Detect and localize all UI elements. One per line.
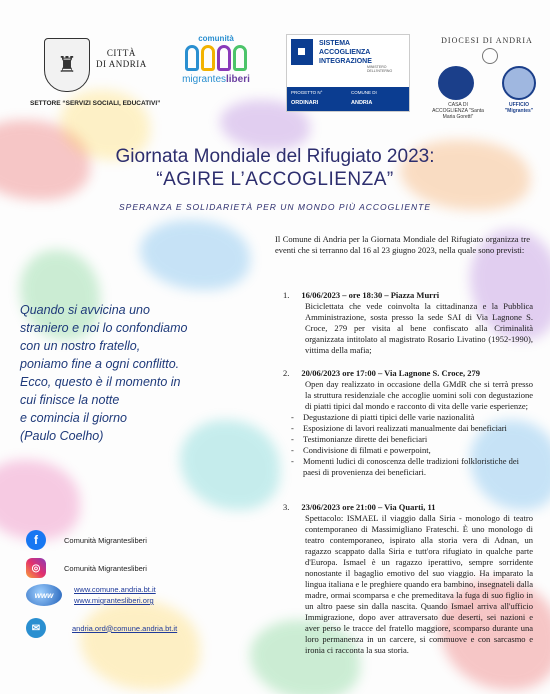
citta-di-andria-logo bbox=[44, 38, 164, 94]
people-icon bbox=[172, 45, 260, 71]
page-subtitle: SPERANZA E SOLIDARIETÀ PER UN MONDO PIÙ ACCOGLIENTE bbox=[118, 202, 432, 212]
diocesi-title: DIOCESI DI ANDRIA bbox=[441, 36, 533, 45]
website-link-comune[interactable]: www.comune.andria.bt.it bbox=[74, 585, 156, 594]
coelho-quote: Quando si avvicina uno straniero e noi lo confondiamo con un nostro fratello, poniamo fine a ogni conflitto. Ecco, questo è il momento in cui finisce la notte e comincia il giorno (Paulo Coelho) bbox=[20, 303, 188, 443]
ufficio-migrantes-label: UFFICIO "Migrantes" bbox=[504, 102, 534, 114]
intro-paragraph: Il Comune di Andria per la Giornata Mondiale del Rifugiato organizza tre eventi che si terranno dal 16 al 23 giugno 2023, nella quale sono previsti: bbox=[275, 234, 530, 255]
sai-progetto-label: PROGETTO N° bbox=[291, 90, 323, 95]
list-item: - Degustazione di piatti tipici delle varie nazionalità bbox=[291, 412, 533, 423]
email-link[interactable]: andria.ord@comune.andria.bt.it bbox=[72, 623, 178, 633]
citta-label: CITTÀ bbox=[106, 48, 136, 58]
andria-label: DI ANDRIA bbox=[96, 59, 147, 69]
facebook-icon[interactable]: f bbox=[26, 530, 46, 550]
list-item: - Momenti ludici di conoscenza delle tradizioni folkloristiche dei paesi di provenienza dei beneficiari. bbox=[291, 456, 533, 478]
website-link-migrantesliberi[interactable]: www.migrantesliberi.org bbox=[74, 596, 154, 605]
casa-accoglienza-icon bbox=[438, 66, 474, 100]
sai-logo bbox=[286, 34, 410, 112]
event-3 bbox=[283, 502, 533, 656]
page-title-slogan: “AGIRE L’ACCOGLIENZA” bbox=[156, 169, 394, 190]
casa-accoglienza-label: CASA DI ACCOGLIENZA "Santa Maria Goretti" bbox=[432, 102, 484, 120]
sai-comune-value: ANDRIA bbox=[351, 100, 373, 106]
event-description: Spettacolo: ISMAEL il viaggio dalla Siria - monologo di teatro contemporaneo di Massimigliano Frateschi. È uno monologo di teatro contemporaneo, ispirato alla storia vera di Adnan, un ragazzo scappato dalla Siria e tutt'ora rifugiato in qualche parte d'Europa. Ismael è un ragazzo iperattivo, sempre sorridente nonostante il bagaglio emotivo del suo viaggio. Ha imparato la lingua italiana e le preghiere quando era bambino, insegnateli dalla madre, ormai scomparsa e che premeditava la fuga di suo figlio in un altro paese sin dalla nascita. Quando Ismael arriva all'ufficio Immigrazione, dopo aver attraversato due deserti, sei nazioni e aver perso le tracce del fratello maggiore, scomparso durante una loro permanenza in un carcere, si commuove e con sarcasmo e ironia ci racconta la sua storia. bbox=[305, 513, 533, 655]
event-heading: 20/06/2023 ore 17:00 – Via Lagnone S. Croce, 279 bbox=[301, 368, 481, 378]
event-heading: 16/06/2023 – ore 18:30 – Piazza Murri bbox=[301, 290, 440, 300]
sai-mark-icon bbox=[291, 39, 313, 65]
event-1 bbox=[283, 290, 533, 356]
comunita-name-b: liberi bbox=[226, 74, 250, 85]
list-item: - Testimonianze dirette dei beneficiari bbox=[291, 434, 533, 445]
event-heading: 23/06/2023 ore 21:00 – Via Quarti, 11 bbox=[301, 502, 436, 512]
web-contact bbox=[26, 584, 156, 606]
list-item: - Condivisione di filmati e powerpoint, bbox=[291, 445, 533, 456]
settore-label: SETTORE “SERVIZI SOCIALI, EDUCATIVI” bbox=[30, 100, 161, 107]
comunita-top-text: comunità bbox=[198, 34, 234, 43]
facebook-label: Comunità Migrantesliberi bbox=[64, 535, 147, 545]
city-crest-icon: ♜ bbox=[44, 38, 90, 92]
sai-line-2: ACCOGLIENZA bbox=[319, 49, 371, 56]
event-2 bbox=[283, 368, 533, 478]
list-item: - Esposizione di lavori realizzati manualmente dai beneficiari bbox=[291, 423, 533, 434]
event-description: Open day realizzato in occasione della GMdR che si terrà presso la struttura residenziale che accoglie uomini soli con degustazione di piatti tipici dal mondo e racconto di vita delle varie esperienze; bbox=[305, 379, 533, 411]
comunita-name-a: migrantes bbox=[182, 74, 226, 85]
sai-bar bbox=[287, 87, 409, 111]
event-number: 3. bbox=[283, 502, 290, 512]
instagram-label: Comunità Migrantesliberi bbox=[64, 563, 147, 573]
sai-line-3: INTEGRAZIONE bbox=[319, 58, 372, 65]
diocesi-crest-icon bbox=[482, 48, 498, 64]
sai-ministero: MINISTERO DELL'INTERNO bbox=[367, 65, 393, 73]
event-number: 1. bbox=[283, 290, 290, 300]
event-description: Biciclettata che vede coinvolta la cittadinanza e la Pubblica Amministrazione, sosta presso la sede SAI di Via Lagnone S. Croce, 279 per visita al bene confiscato alla Criminalità organizzata intitolato al magistrato Rosario Livatino (1952-1990), vittima della mafia; bbox=[305, 301, 533, 355]
www-icon: www bbox=[26, 584, 62, 606]
event-number: 2. bbox=[283, 368, 290, 378]
email-contact[interactable] bbox=[26, 618, 177, 638]
facebook-contact[interactable] bbox=[26, 530, 147, 550]
ufficio-migrantes-icon bbox=[502, 66, 536, 100]
sai-progetto-value: ORDINARI bbox=[291, 100, 319, 106]
instagram-icon[interactable]: ◎ bbox=[26, 558, 46, 578]
instagram-contact[interactable] bbox=[26, 558, 147, 578]
comunita-migrantesliberi-logo bbox=[172, 34, 260, 104]
sai-comune-label: COMUNE DI bbox=[351, 90, 377, 95]
sai-line-1: SISTEMA bbox=[319, 40, 351, 47]
diocesi-logo bbox=[432, 36, 542, 126]
event-activities-list bbox=[283, 412, 533, 478]
email-icon[interactable]: ✉ bbox=[26, 618, 46, 638]
page-title: Giornata Mondiale del Rifugiato 2023: bbox=[115, 146, 435, 167]
